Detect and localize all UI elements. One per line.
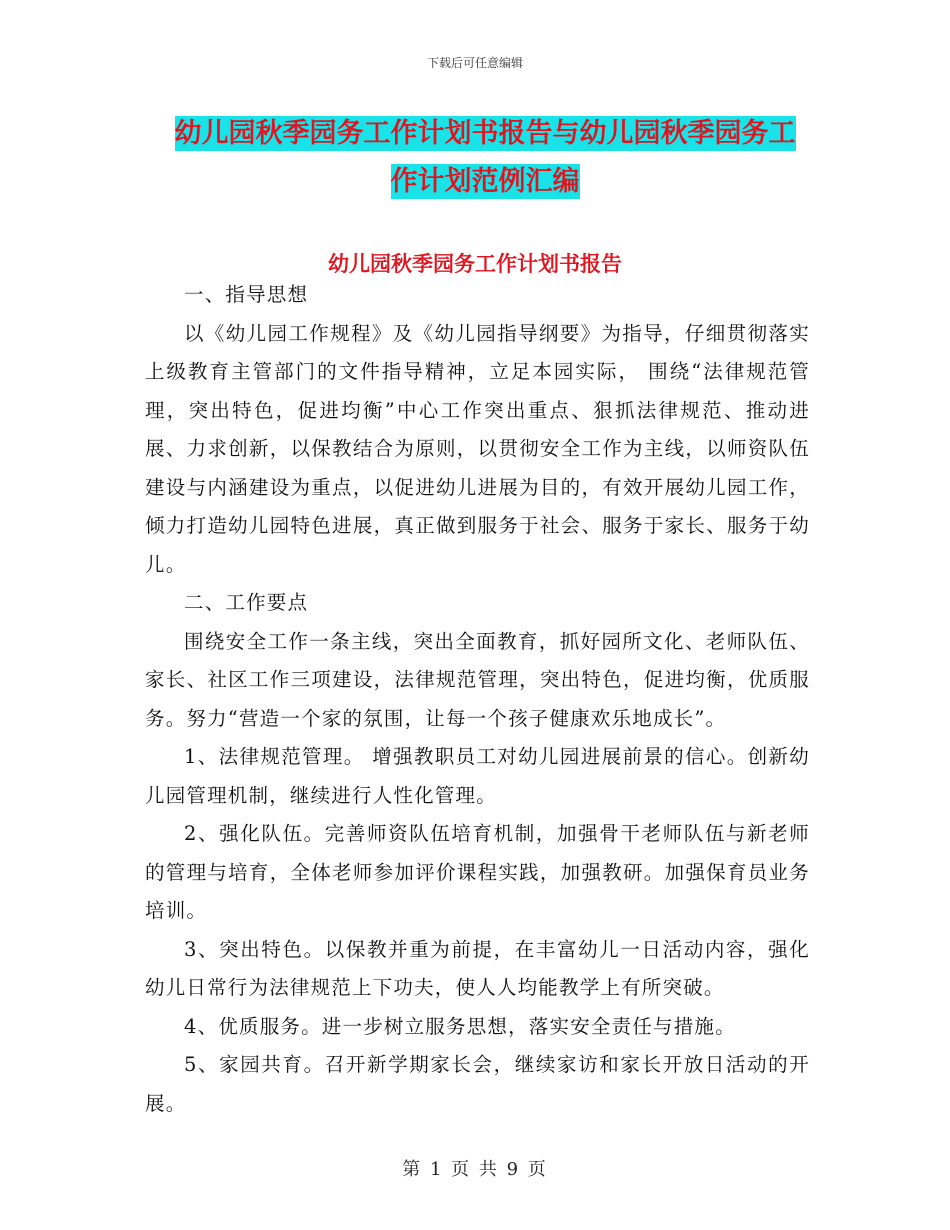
list-item-1: 1、法律规范管理。 增强教职员工对幼儿园进展前景的信心。创新幼儿园管理机制，继续进行人性化管理。 <box>145 745 810 807</box>
list-item-4: 4、优质服务。进一步树立服务思想，落实安全责任与措施。 <box>184 1014 736 1038</box>
document-title <box>160 110 810 206</box>
heading-work-points: 二、工作要点 <box>184 591 309 614</box>
list-item-2: 2、强化队伍。完善师资队伍培育机制，加强骨干老师队伍与新老师的管理与培育，全体老师参加评价课程实践，加强教研。加强保育员业务培训。 <box>145 822 810 922</box>
list-item-3: 3、突出特色。以保教并重为前提，在丰富幼儿一日活动内容，强化幼儿日常行为法律规范上下功夫，使人人均能教学上有所突破。 <box>145 937 810 999</box>
header-note: 下载后可任意编辑 <box>426 56 523 70</box>
document-body <box>145 276 810 1123</box>
section-title: 幼儿园秋季园务工作计划书报告 <box>328 252 622 276</box>
paragraph-guiding-ideology: 以《幼儿园工作规程》及《幼儿园指导纲要》为指导，仔细贯彻落实上级教育主管部门的文件指导精神，立足本园实际， 围绕“法律规范管理，突出特色，促进均衡”中心工作突出重点、狠抓法律规范、推动进展、力求创新，以保教结合为原则，以贯彻安全工作为主线，以师资队伍建设与内涵建设为重点，以促进幼儿进展为目的，有效开展幼儿园工作，倾力打造幼儿园特色进展，真正做到服务于社会、服务于家长、服务于幼儿。 <box>145 321 810 576</box>
page-footer: 第 1 页 共 9 页 <box>402 1159 548 1180</box>
list-item-5: 5、家园共育。召开新学期家长会，继续家访和家长开放日活动的开展。 <box>145 1053 810 1115</box>
heading-guiding-ideology: 一、指导思想 <box>184 283 309 306</box>
document-title-line2: 作计划范例汇编 <box>390 166 580 197</box>
paragraph-work-points: 围绕安全工作一条主线，突出全面教育，抓好园所文化、老师队伍、家长、社区工作三项建设，法律规范管理，突出特色，促进均衡，优质服务。努力“营造一个家的氛围，让每一个孩子健康欢乐地成长”。 <box>145 629 810 730</box>
document-title-line1: 幼儿园秋季园务工作计划书报告与幼儿园秋季园务工 <box>174 118 796 149</box>
